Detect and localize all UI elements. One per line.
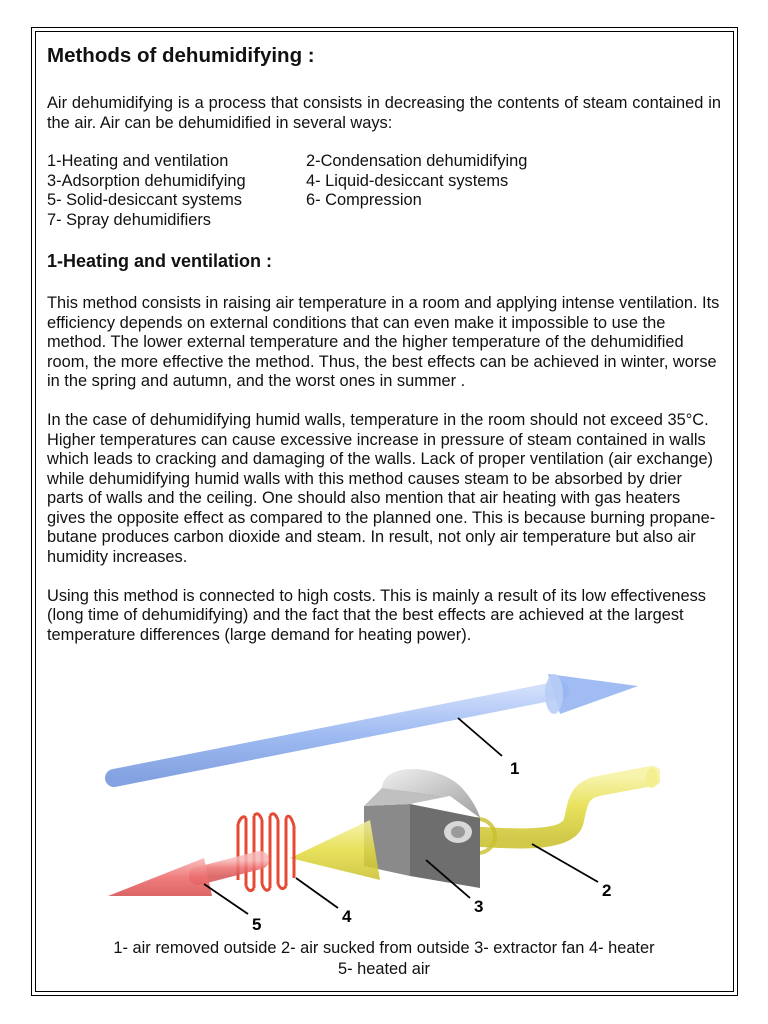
caption-line-1: 1- air removed outside 2- air sucked from outside 3- extractor fan 4- heater	[113, 939, 655, 957]
method-item: 3-Adsorption dehumidifying	[47, 171, 246, 190]
method-item: 2-Condensation dehumidifying	[306, 152, 528, 170]
method-item: 1-Heating and ventilation	[47, 152, 229, 170]
paragraph-costs: Using this method is connected to high costs. This is mainly a result of its low effectiveness (long time of dehumidifying) and the fact that the best effects are achieved at the largest temperature differences (large demand for heating power).	[47, 586, 706, 644]
method-item: 6- Compression	[306, 191, 422, 209]
intake-air-cone	[290, 820, 380, 880]
method-item: 5- Solid-desiccant systems	[47, 191, 242, 209]
paragraph-humid-walls: In the case of dehumidifying humid walls, temperature in the room should not exceed 35°C. Higher temperatures can cause excessive increase in pressure of steam contained in walls which leads to cracking and damaging of the walls. Lack of proper ventilation (air exchange) while dehumidifying humid walls with this method causes steam to be absorbed by drier parts of walls and the ceiling. One should also mention that air heating with gas heaters gives the opposite effect as compared to the planned one. This is because burning propane-butane produces carbon dioxide and steam. In result, not only air temperature but also air humidity increases.	[47, 411, 716, 566]
label-1: 1	[510, 759, 520, 778]
extractor-fan	[364, 769, 480, 888]
methods-list	[47, 152, 721, 230]
section-heading: 1-Heating and ventilation :	[47, 251, 273, 271]
paragraph-conditions: This method consists in raising air temperature in a room and applying intense ventilation. Its efficiency depends on external conditions that can even make it impossible to use the method. The lower external temperature and the higher temperature of the dehumidified room, the more effective the method. Thus, the best effects can be achieved in winter, worse in the spring and autumn, and the worst ones in summer .	[47, 294, 720, 390]
intro-paragraph: Air dehumidifying is a process that consists in decreasing the contents of steam contained in the air. Air can be dehumidified in several ways:	[47, 94, 721, 132]
caption-line-2: 5- heated air	[337, 960, 431, 978]
air-sucked-outside-pipe	[461, 768, 658, 853]
method-item: 7- Spray dehumidifiers	[47, 210, 211, 229]
document-body	[47, 40, 721, 645]
air-removed-outside-pipe	[114, 674, 638, 778]
label-5: 5	[252, 915, 262, 932]
heater-coil	[238, 814, 294, 891]
figure-caption	[47, 938, 721, 980]
document-title: Methods of dehumidifying :	[47, 44, 315, 67]
label-4: 4	[342, 907, 352, 926]
label-2: 2	[602, 881, 612, 900]
dehumidifier-diagram	[100, 670, 660, 932]
label-3: 3	[474, 897, 484, 916]
method-item: 4- Liquid-desiccant systems	[306, 171, 509, 190]
